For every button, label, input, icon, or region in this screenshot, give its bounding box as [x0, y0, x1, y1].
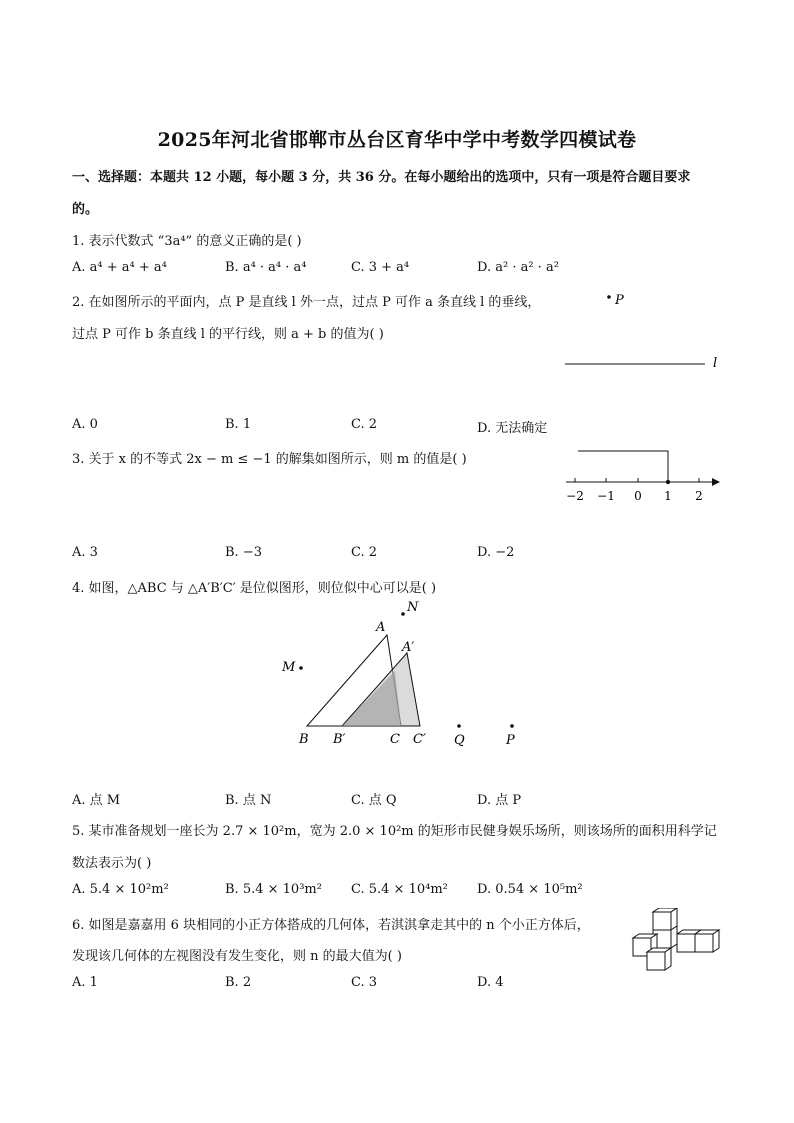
- q6-option-c[interactable]: C. 3: [351, 975, 378, 990]
- q1-stem: 1. 表示代数式 “3a⁴” 的意义正确的是( ): [72, 234, 302, 249]
- tick-label: 0: [634, 489, 642, 503]
- label-c-prime: C′: [413, 732, 426, 747]
- number-line-figure: [560, 440, 730, 510]
- q2-option-b[interactable]: B. 1: [225, 417, 252, 432]
- section-header-line2: 的。: [72, 202, 99, 217]
- tick-label: −2: [566, 489, 584, 503]
- tick-label: 2: [695, 489, 703, 503]
- q2-option-a[interactable]: A. 0: [72, 417, 98, 432]
- q1-option-a[interactable]: A. a⁴ + a⁴ + a⁴: [72, 260, 167, 275]
- label-q: Q: [454, 733, 465, 748]
- label-l: l: [713, 356, 718, 371]
- q2-figure: [560, 285, 730, 385]
- q2-option-c[interactable]: C. 2: [351, 417, 378, 432]
- q3-stem: 3. 关于 x 的不等式 2x − m ≤ −1 的解集如图所示，则 m 的值是( ): [72, 452, 467, 467]
- q5-option-c[interactable]: C. 5.4 × 10⁴m²: [351, 882, 448, 897]
- point-p: [607, 295, 611, 299]
- q6-option-a[interactable]: A. 1: [72, 975, 98, 990]
- solution-bracket: [578, 451, 668, 482]
- q5-option-d[interactable]: D. 0.54 × 10⁵m²: [477, 882, 583, 897]
- label-b: B: [299, 732, 309, 747]
- q4-option-a[interactable]: A. 点 M: [72, 793, 121, 808]
- label-n: N: [407, 600, 419, 615]
- label-p: P: [506, 733, 515, 748]
- q6-stem-line1: 6. 如图是嘉嘉用 6 块相同的小正方体搭成的几何体，若淇淇拿走其中的 n 个小正方体后，: [72, 918, 590, 933]
- q3-option-c[interactable]: C. 2: [351, 545, 378, 560]
- label-c: C: [390, 732, 400, 747]
- q4-option-d[interactable]: D. 点 P: [477, 793, 522, 808]
- point-m: [299, 666, 303, 670]
- point-q: [457, 724, 461, 728]
- q4-option-c[interactable]: C. 点 Q: [351, 793, 397, 808]
- label-a-prime: A′: [402, 640, 415, 655]
- solid-point: [666, 480, 670, 484]
- q6-option-d[interactable]: D. 4: [477, 975, 504, 990]
- q3-option-a[interactable]: A. 3: [72, 545, 98, 560]
- section-header-line1: 一、选择题：本题共 12 小题，每小题 3 分，共 36 分。在每小题给出的选项中，只有一项是符合题目要求: [72, 170, 691, 185]
- label-b-prime: B′: [333, 732, 346, 747]
- q4-stem: 4. 如图，△ABC 与 △A′B′C′ 是位似图形，则位似中心可以是( ): [72, 581, 437, 596]
- q2-option-d[interactable]: D. 无法确定: [477, 421, 548, 436]
- q5-option-b[interactable]: B. 5.4 × 10³m²: [225, 882, 322, 897]
- label-p: P: [615, 293, 624, 308]
- page-title: 2025年河北省邯郸市丛台区育华中学中考数学四模试卷: [157, 129, 637, 151]
- q3-option-b[interactable]: B. −3: [225, 545, 262, 560]
- q5-stem-line1: 5. 某市准备规划一座长为 2.7 × 10²m，宽为 2.0 × 10²m 的矩形市民健身娱乐场所，则该场所的面积用科学记: [72, 824, 717, 839]
- q5-stem-line2: 数法表示为( ): [72, 856, 152, 871]
- label-m: M: [282, 660, 296, 675]
- q2-stem-line1: 2. 在如图所示的平面内，点 P 是直线 l 外一点，过点 P 可作 a 条直线 l 的垂线，: [72, 295, 541, 310]
- tick-label: −1: [597, 489, 615, 503]
- q6-stem-line2: 发现该几何体的左视图没有发生变化，则 n 的最大值为( ): [72, 949, 402, 964]
- cubes-figure: [628, 908, 723, 974]
- similar-triangles-figure: [270, 595, 540, 755]
- q5-option-a[interactable]: A. 5.4 × 10²m²: [72, 882, 169, 897]
- label-a: A: [376, 620, 386, 635]
- arrow-icon: [712, 478, 720, 486]
- q2-stem-line2: 过点 P 可作 b 条直线 l 的平行线，则 a + b 的值为( ): [72, 327, 384, 342]
- q3-option-d[interactable]: D. −2: [477, 545, 515, 560]
- point-n: [401, 612, 405, 616]
- point-p: [510, 724, 514, 728]
- q1-option-b[interactable]: B. a⁴ · a⁴ · a⁴: [225, 260, 307, 275]
- q1-option-d[interactable]: D. a² · a² · a²: [477, 260, 559, 275]
- q4-option-b[interactable]: B. 点 N: [225, 793, 272, 808]
- q1-option-c[interactable]: C. 3 + a⁴: [351, 260, 410, 275]
- tick-label: 1: [664, 489, 672, 503]
- q6-option-b[interactable]: B. 2: [225, 975, 252, 990]
